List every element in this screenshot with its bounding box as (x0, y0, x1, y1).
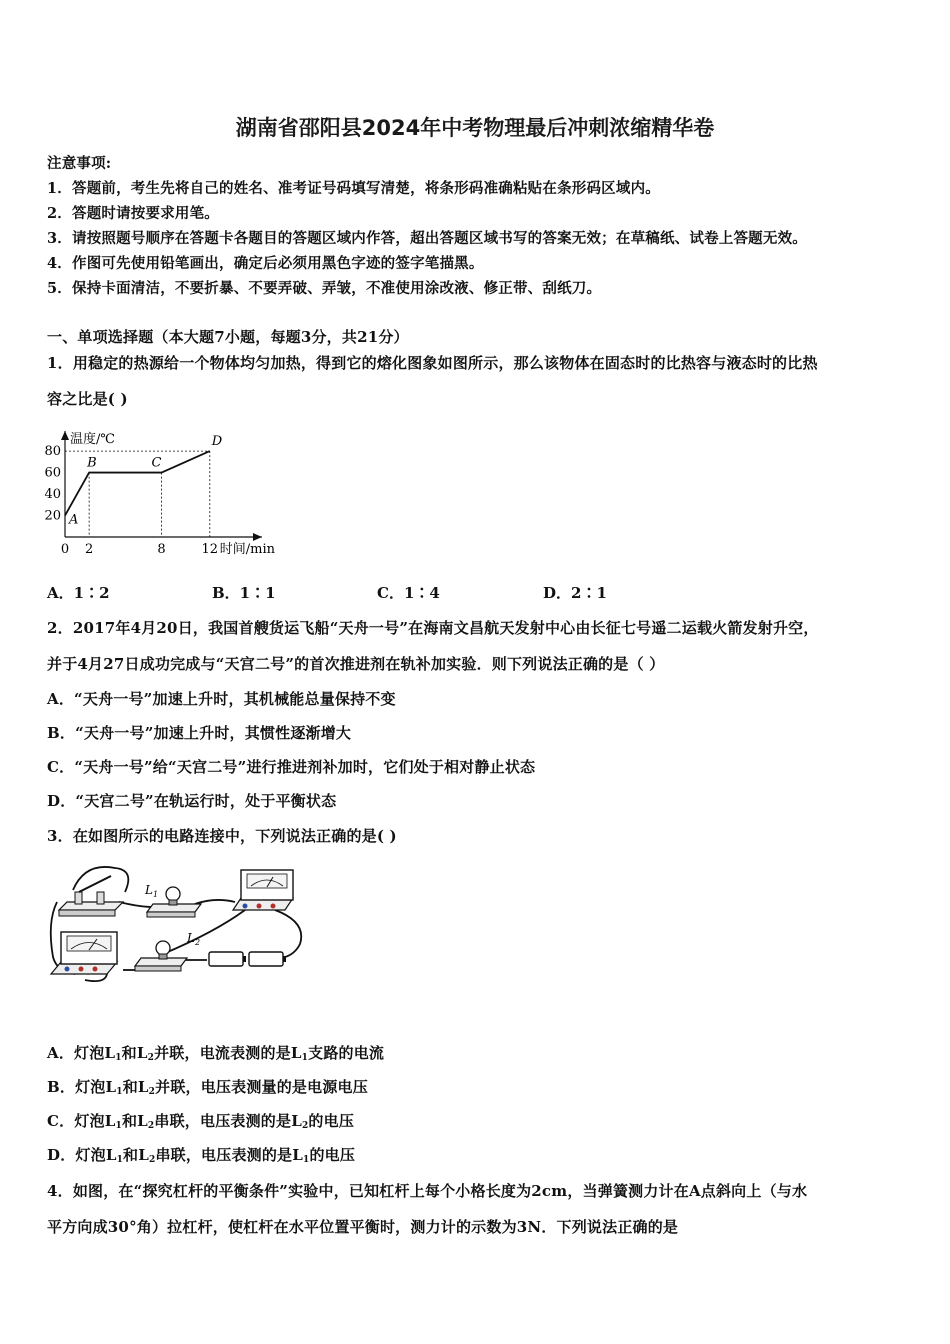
notice-item: 1．答题前，考生先将自己的姓名、准考证号码填写清楚，将条形码准确粘贴在条形码区域内。 (47, 180, 660, 197)
q2-option-c[interactable]: C．“天舟一号”给“天宫二号”进行推进剂补加时，它们处于相对静止状态 (47, 758, 536, 776)
x-axis-label: 时间/min (219, 542, 276, 557)
point-label: C (151, 455, 162, 471)
q2-option-d[interactable]: D．“天宫二号”在轨运行时，处于平衡状态 (47, 792, 337, 810)
label-l2: $L_2$ (187, 931, 201, 947)
q3-option-d[interactable]: D．灯泡$L_1$和$L_2$串联，电压表测的是$L_1$的电压 (47, 1146, 356, 1165)
q1-option-d[interactable]: D．2∶1 (543, 584, 607, 602)
melting-chart (40, 425, 280, 565)
q1-option-c[interactable]: C．1∶4 (377, 584, 440, 602)
q3-option-a[interactable]: A．灯泡$L_1$和$L_2$并联，电流表测的是$L_1$支路的电流 (47, 1044, 385, 1063)
point-label: B (87, 455, 97, 471)
notice-item: 5．保持卡面清洁，不要折暴、不要弄破、弄皱，不准使用涂改液、修正带、刮纸刀。 (47, 280, 602, 297)
y-tick-label: 60 (44, 465, 61, 481)
q3-stem: 3．在如图所示的电路连接中，下列说法正确的是( ) (47, 827, 397, 845)
y-tick-label: 20 (44, 508, 61, 524)
lamp-l1 (144, 883, 201, 917)
notice-item: 3．请按照题号顺序在答题卡各题目的答题区域内作答，超出答题区域书写的答案无效；在草稿纸、试卷上答题无效。 (47, 230, 807, 247)
y-axis-arrow (61, 431, 69, 440)
y-axis-label: 温度/℃ (70, 432, 115, 447)
battery-pack (209, 952, 286, 966)
q2-stem-line2: 并于4月27日成功完成与“天宫二号”的首次推进剂在轨补加实验．则下列说法正确的是（ ） (47, 655, 665, 673)
section-heading: 一、单项选择题（本大题7小题，每题3分，共21分） (47, 328, 409, 346)
y-tick-label: 80 (44, 444, 61, 460)
notice-heading: 注意事项: (47, 155, 112, 172)
notice-item: 4．作图可先使用铅笔画出，确定后必须用黑色字迹的签字笔描黑。 (47, 255, 484, 272)
label-l1: $L_1$ (145, 883, 159, 899)
lamp-l2 (135, 931, 200, 971)
x-axis-arrow (253, 533, 262, 541)
page-title: 湖南省邵阳县2024年中考物理最后冲刺浓缩精华卷 (235, 116, 715, 140)
q1-option-a[interactable]: A．1∶2 (47, 584, 110, 602)
y-tick-label: 40 (44, 487, 61, 503)
q1-option-b[interactable]: B．1∶1 (212, 584, 276, 602)
point-label: A (69, 512, 79, 528)
q2-stem-line1: 2．2017年4月20日，我国首艘货运飞船“天舟一号”在海南文昌航天发射中心由长征七号遥二运载火箭发射升空， (47, 619, 819, 637)
notice-item: 2．答题时请按要求用笔。 (47, 205, 219, 222)
x-tick-label: 2 (84, 542, 94, 557)
meter-top (233, 870, 293, 910)
q2-option-b[interactable]: B．“天舟一号”加速上升时，其惯性逐渐增大 (47, 724, 352, 742)
q3-option-b[interactable]: B．灯泡$L_1$和$L_2$并联，电压表测量的是电源电压 (47, 1078, 368, 1097)
circuit-figure (45, 862, 307, 984)
x-tick-label: 0 (60, 542, 70, 557)
switch (59, 876, 123, 916)
q1-stem-line1: 1．用稳定的热源给一个物体均匀加热，得到它的熔化图象如图所示，那么该物体在固态时的比热容与液态时的比热 (47, 354, 818, 372)
q1-stem-line2: 容之比是( ) (47, 390, 128, 408)
q4-stem-line1: 4．如图，在“探究杠杆的平衡条件”实验中，已知杠杆上每个小格长度为2cm，当弹簧测力计在A点斜向上（与水 (47, 1182, 808, 1200)
x-tick-label: 8 (157, 542, 166, 557)
meter-bottom (51, 932, 117, 974)
x-tick-label: 12 (201, 542, 219, 557)
q3-option-c[interactable]: C．灯泡$L_1$和$L_2$串联，电压表测的是$L_2$的电压 (47, 1112, 355, 1131)
point-label: D (211, 434, 223, 450)
q4-stem-line2: 平方向成30°角）拉杠杆，使杠杆在水平位置平衡时，测力计的示数为3N．下列说法正确的是 (47, 1218, 679, 1236)
q2-option-a[interactable]: A．“天舟一号”加速上升时，其机械能总量保持不变 (47, 690, 396, 708)
